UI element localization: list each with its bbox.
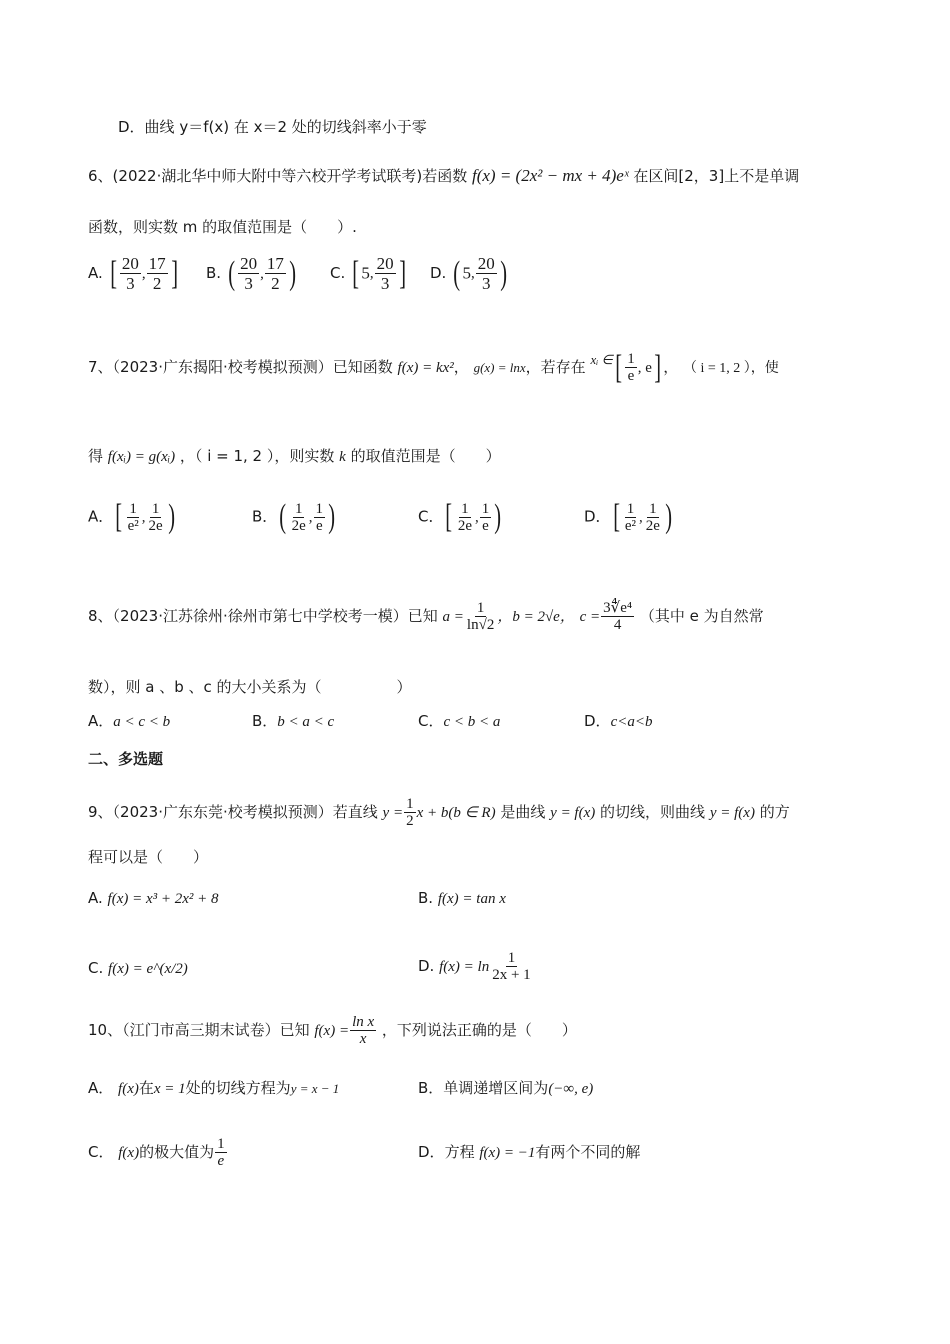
q9-stem-line2 xyxy=(88,847,208,867)
option-label: B． xyxy=(418,1079,444,1097)
option-label: C. xyxy=(330,264,346,282)
q7-f-formula: f(x) = kx² xyxy=(397,360,454,376)
option-expr: c < b < a xyxy=(443,714,501,730)
q8-stem-line2 xyxy=(88,677,412,697)
option-label: B. xyxy=(206,264,222,282)
q8-a-lhs: a = xyxy=(442,609,464,625)
q7-option-a[interactable]: A．[ $\frac{1}{\text{e²}}$ , $\frac{1}{2e}$ ) xyxy=(88,498,175,535)
bracket-left: [ xyxy=(352,254,360,292)
q9-line-lhs: y = xyxy=(382,805,404,821)
option-label: D. xyxy=(418,957,435,975)
q6-stem-line1 xyxy=(88,166,799,186)
fraction: $\frac{20}{3}$ xyxy=(477,254,495,293)
q9-option-d[interactable] xyxy=(418,950,534,983)
q7-stem-suffix: 的取值范围是（ ） xyxy=(350,447,501,465)
section-title: 二、多选题 xyxy=(88,750,164,768)
q7-stem-mid: ，（ i = 1, 2 ），则实数 xyxy=(179,447,335,465)
fraction: $\frac{1}{e}$ xyxy=(315,500,324,534)
q7-option-c[interactable]: C．[ $\frac{1}{2e}$ , $\frac{1}{e}$ ) xyxy=(418,498,502,535)
fraction: $\frac{20}{3}$ xyxy=(240,254,258,293)
q10-option-a[interactable]: A． f(x)在x = 1处的切线方程为y = x − 1 xyxy=(88,1079,340,1097)
q8-c-lhs: c = xyxy=(579,609,601,625)
q10-stem-suffix: ，下列说法正确的是（ ） xyxy=(381,1021,577,1039)
q7-i-cond: （ i = 1, 2 ），使 xyxy=(682,361,779,376)
q7-option-b[interactable]: B．( $\frac{1}{2e}$ , $\frac{1}{e}$ ) xyxy=(252,498,336,535)
q7-k: k xyxy=(339,449,346,465)
option-label: C． xyxy=(418,507,444,526)
q8-option-d[interactable] xyxy=(584,711,652,732)
q7-option-d[interactable]: D．[ $\frac{1}{\text{e²}}$ , $\frac{1}{2e}$ ) xyxy=(584,498,673,535)
q6-option-d[interactable]: D. ( 5, $\frac{20}{3}$ ) xyxy=(430,254,507,293)
q7-exist-text: ，若存在 xyxy=(525,358,586,376)
q8-option-c[interactable] xyxy=(418,711,500,732)
q8-stem-line1 xyxy=(88,600,764,633)
option-label: D． xyxy=(584,712,611,730)
option-label: B． xyxy=(252,507,278,526)
q9-option-c[interactable] xyxy=(88,958,188,979)
option-expr: b < a < c xyxy=(277,714,335,730)
q10-stem-prefix: 10、（江门市高三期末试卷）已知 xyxy=(88,1021,310,1039)
fraction: $\frac{1}{2}$ xyxy=(406,796,414,829)
q8-b-expr: ，b = 2√e， xyxy=(497,609,575,625)
q7-stem-line2 xyxy=(88,446,501,467)
fraction: $\frac{\text{ln x}}{x}$ xyxy=(352,1014,375,1047)
bracket-right: ] xyxy=(398,254,406,292)
q9-stem-text: 程可以是（ ） xyxy=(88,848,209,866)
fraction: $\frac{1}{2x + 1}$ xyxy=(492,950,531,983)
bracket-right: ] xyxy=(170,254,178,292)
q10-stem-line1 xyxy=(88,1014,577,1047)
option-expr: f(x) = ln xyxy=(439,959,490,975)
option-label: B． xyxy=(252,712,278,730)
q5-option-d-text: D．曲线 y＝f(x) 在 x＝2 处的切线斜率小于零 xyxy=(118,118,427,136)
bracket-left: ( xyxy=(453,254,461,292)
q6-option-b[interactable]: B. ( $\frac{20}{3}$ , $\frac{17}{2}$ ) xyxy=(206,254,296,293)
q7-xi: xᵢ ∈ xyxy=(590,352,613,367)
option-label: D． xyxy=(584,507,611,526)
q6-stem-line2 xyxy=(88,217,357,237)
bracket-left: ( xyxy=(228,254,235,292)
q9-line-rhs: x + b(b ∈ R) xyxy=(416,805,496,821)
q6-stem-prefix: 6、(2022·湖北华中师大附中等六校开学考试联考)若函数 xyxy=(88,167,468,185)
fraction: $\frac{1}{\text{e²}}$ xyxy=(127,500,139,534)
q10-option-b[interactable]: B．单调递增区间为(−∞, e) xyxy=(418,1079,594,1097)
q9-option-b[interactable] xyxy=(418,888,506,909)
option-label: C． xyxy=(418,712,444,730)
fraction: $\frac{20}{3}$ xyxy=(376,254,394,293)
fraction: $\frac{1}{e}$ xyxy=(217,1136,225,1169)
q10-option-d[interactable]: D．方程 f(x) = −1有两个不同的解 xyxy=(418,1143,641,1161)
fraction: $\frac{17}{2}$ xyxy=(266,254,284,293)
q7-stem-line1: 7、（2023·广东揭阳·校考模拟预测）已知函数 f(x) = kx²， g(x) = lnx，若存在 xᵢ ∈[ $\frac{1}{e}$ , e] ， （ i = 1, 2 ），使 xyxy=(88,348,779,386)
q9-stem-line1: 9、（2023·广东东莞·校考模拟预测）若直线 y = $\frac{1}{2}$ x + b(b ∈ R) 是曲线 y = f(x) 的切线，则曲线 y = f(x) 的方 xyxy=(88,796,790,829)
option-label: A. xyxy=(88,264,103,282)
fraction: $\frac{1}{2e}$ xyxy=(457,500,472,534)
q9-option-a[interactable] xyxy=(88,888,219,909)
q8-option-a[interactable] xyxy=(88,711,170,732)
q6-option-a[interactable]: A. [ $\frac{20}{3}$ , $\frac{17}{2}$ ] xyxy=(88,254,178,293)
fraction: $\frac{20}{3}$ xyxy=(121,254,139,293)
fraction: $\frac{1}{2e}$ xyxy=(291,500,306,534)
q7-stem-prefix: 7、（2023·广东揭阳·校考模拟预测）已知函数 xyxy=(88,358,393,376)
q8-stem-text: 数），则 a 、b 、c 的大小关系为（ ） xyxy=(88,678,412,696)
option-label: C． xyxy=(88,1143,114,1161)
fraction: $\frac{1}{e}$ xyxy=(481,500,490,534)
fraction: $\frac{17}{2}$ xyxy=(148,254,166,293)
q9-curve2: y = f(x) xyxy=(709,805,755,821)
q9-stem-prefix: 9、（2023·广东东莞·校考模拟预测）若直线 xyxy=(88,803,378,821)
fraction: $\frac{1}{2e}$ xyxy=(645,500,660,534)
option-label: B. xyxy=(418,889,434,907)
option-expr: f(x) = tan x xyxy=(437,891,506,907)
q7-stem-prefix2: 得 xyxy=(88,447,104,465)
q8-option-b[interactable] xyxy=(252,711,334,732)
option-expr: f(x) = x³ + 2x² + 8 xyxy=(107,891,219,907)
q8-stem-prefix: 8、（2023·江苏徐州·徐州市第七中学校考一模）已知 xyxy=(88,607,438,625)
q6-option-c[interactable]: C. [ 5, $\frac{20}{3}$ ] xyxy=(330,254,406,293)
q6-stem-text: 函数，则实数 m 的取值范围是（ ）. xyxy=(88,218,357,236)
q10-option-c[interactable]: C． f(x)的极大值为 $\frac{1}{e}$ xyxy=(88,1136,225,1169)
fraction: $\frac{1}{2e}$ xyxy=(148,500,163,534)
q6-stem-suffix: 在区间[2，3]上不是单调 xyxy=(633,167,800,185)
option-expr: c<a<b xyxy=(610,714,653,730)
option-label: D. xyxy=(430,264,447,282)
option-expr: a < c < b xyxy=(113,714,171,730)
fraction: $\frac{\text{3∜e⁴}}{4}$ xyxy=(603,600,633,633)
option-label: A． xyxy=(88,507,114,526)
bracket-right: ) xyxy=(499,254,507,292)
option-label: D． xyxy=(418,1143,445,1161)
q5-option-d xyxy=(118,117,427,137)
option-expr: f(x) = e^(x/2) xyxy=(108,961,188,977)
option-label: C. xyxy=(88,959,104,977)
q8-stem-suffix: （其中 e 为自然常 xyxy=(639,607,764,625)
section-heading xyxy=(88,749,163,769)
fraction: $\frac{1}{\ln√2}$ xyxy=(466,600,495,633)
q10-f-lhs: f(x) = xyxy=(314,1023,350,1039)
bracket-left: [ xyxy=(109,254,117,292)
q6-formula: f(x) = (2x² − mx + 4)eˣ xyxy=(471,166,629,185)
q9-curve: y = f(x) xyxy=(550,805,596,821)
option-label: A． xyxy=(88,712,114,730)
bracket-right: ) xyxy=(289,254,296,292)
option-label: A． xyxy=(88,1079,114,1097)
q7-g-formula: g(x) = lnx xyxy=(473,360,526,375)
option-label: A. xyxy=(88,889,103,907)
q7-equation: f(xᵢ) = g(xᵢ) xyxy=(107,449,176,465)
fraction: $\frac{1}{\text{e²}}$ xyxy=(624,500,637,534)
fraction: $\frac{1}{e}$ xyxy=(627,351,635,384)
